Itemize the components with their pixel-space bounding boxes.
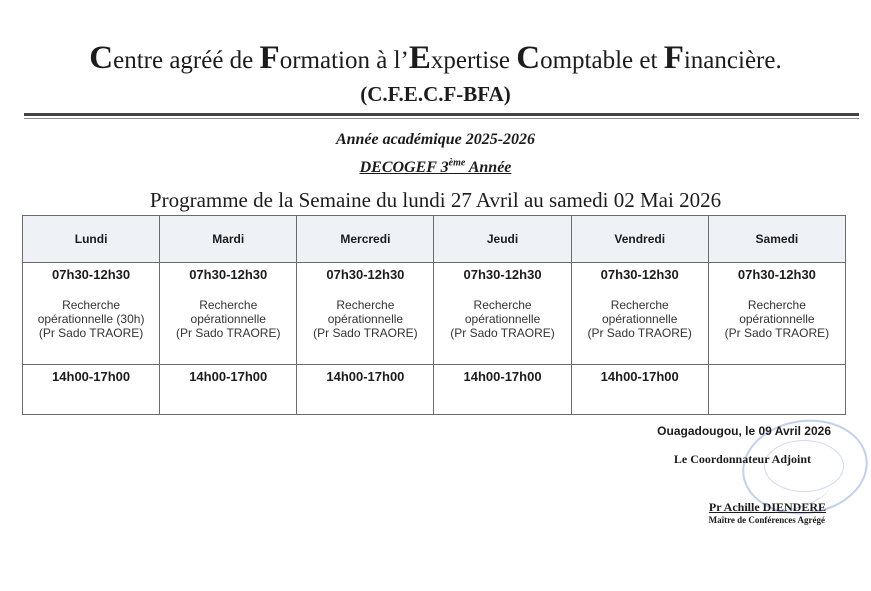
course-info: Recherche opérationnelle (30h) (Pr Sado TRAORE) bbox=[37, 298, 145, 340]
time-slot: 14h00-17h00 bbox=[463, 369, 542, 384]
time-slot: 07h30-12h30 bbox=[600, 267, 679, 282]
signatory-title: Maître de Conférences Agrégé bbox=[708, 515, 825, 525]
morning-row bbox=[23, 263, 846, 365]
time-slot: 07h30-12h30 bbox=[463, 267, 542, 282]
afternoon-cell bbox=[23, 365, 160, 415]
afternoon-cell bbox=[160, 365, 297, 415]
days-header-row bbox=[23, 216, 846, 263]
signatory-role: Le Coordonnateur Adjoint bbox=[673, 452, 811, 466]
program-name: DECOGEF 3ème Année bbox=[359, 158, 512, 177]
name-part-3: Expertise bbox=[408, 40, 517, 76]
schedule-table bbox=[22, 215, 846, 415]
academic-year: Année académique 2025-2026 bbox=[335, 131, 536, 148]
afternoon-row bbox=[23, 365, 846, 415]
place-date: Ouagadougou, le 09 Avril 2026 bbox=[657, 424, 831, 438]
morning-cell bbox=[160, 263, 297, 365]
day-header: Samedi bbox=[708, 216, 845, 263]
time-slot: 14h00-17h00 bbox=[189, 369, 268, 384]
time-slot: 14h00-17h00 bbox=[326, 369, 405, 384]
afternoon-cell bbox=[571, 365, 708, 415]
week-title: Programme de la Semaine du lundi 27 Avril au samedi 02 Mai 2026 bbox=[149, 188, 722, 212]
afternoon-cell bbox=[434, 365, 571, 415]
time-slot: 14h00-17h00 bbox=[52, 369, 131, 384]
day-header: Lundi bbox=[23, 216, 160, 263]
course-info: Recherche opérationnelle (Pr Sado TRAORE) bbox=[313, 298, 418, 340]
morning-cell bbox=[708, 263, 845, 365]
course-info: Recherche opérationnelle (Pr Sado TRAORE) bbox=[450, 298, 555, 340]
name-part-4: Comptable et bbox=[516, 40, 664, 76]
institution-name bbox=[0, 40, 871, 77]
day-header: Vendredi bbox=[571, 216, 708, 263]
time-slot: 14h00-17h00 bbox=[600, 369, 679, 384]
header-divider-thin bbox=[24, 118, 859, 119]
time-slot: 07h30-12h30 bbox=[189, 267, 268, 282]
name-part-1: Centre agréé de bbox=[89, 40, 260, 76]
morning-cell bbox=[571, 263, 708, 365]
name-part-5: Financière. bbox=[663, 40, 782, 76]
signatory-name: Pr Achille DIENDERE bbox=[708, 500, 826, 514]
day-header: Mercredi bbox=[297, 216, 434, 263]
day-header: Mardi bbox=[160, 216, 297, 263]
afternoon-cell bbox=[297, 365, 434, 415]
time-slot: 07h30-12h30 bbox=[737, 267, 816, 282]
time-slot: 07h30-12h30 bbox=[52, 267, 131, 282]
institution-acronym: (C.F.E.C.F-BFA) bbox=[360, 82, 511, 106]
header-divider bbox=[24, 113, 859, 116]
afternoon-cell bbox=[708, 365, 845, 415]
name-part-2: Formation à l’ bbox=[259, 40, 409, 76]
course-info: Recherche opérationnelle (Pr Sado TRAORE) bbox=[587, 298, 692, 340]
morning-cell bbox=[434, 263, 571, 365]
morning-cell bbox=[23, 263, 160, 365]
time-slot: 07h30-12h30 bbox=[326, 267, 405, 282]
day-header: Jeudi bbox=[434, 216, 571, 263]
morning-cell bbox=[297, 263, 434, 365]
course-info: Recherche opérationnelle (Pr Sado TRAORE) bbox=[724, 298, 830, 340]
course-info: Recherche opérationnelle (Pr Sado TRAORE) bbox=[175, 298, 281, 340]
